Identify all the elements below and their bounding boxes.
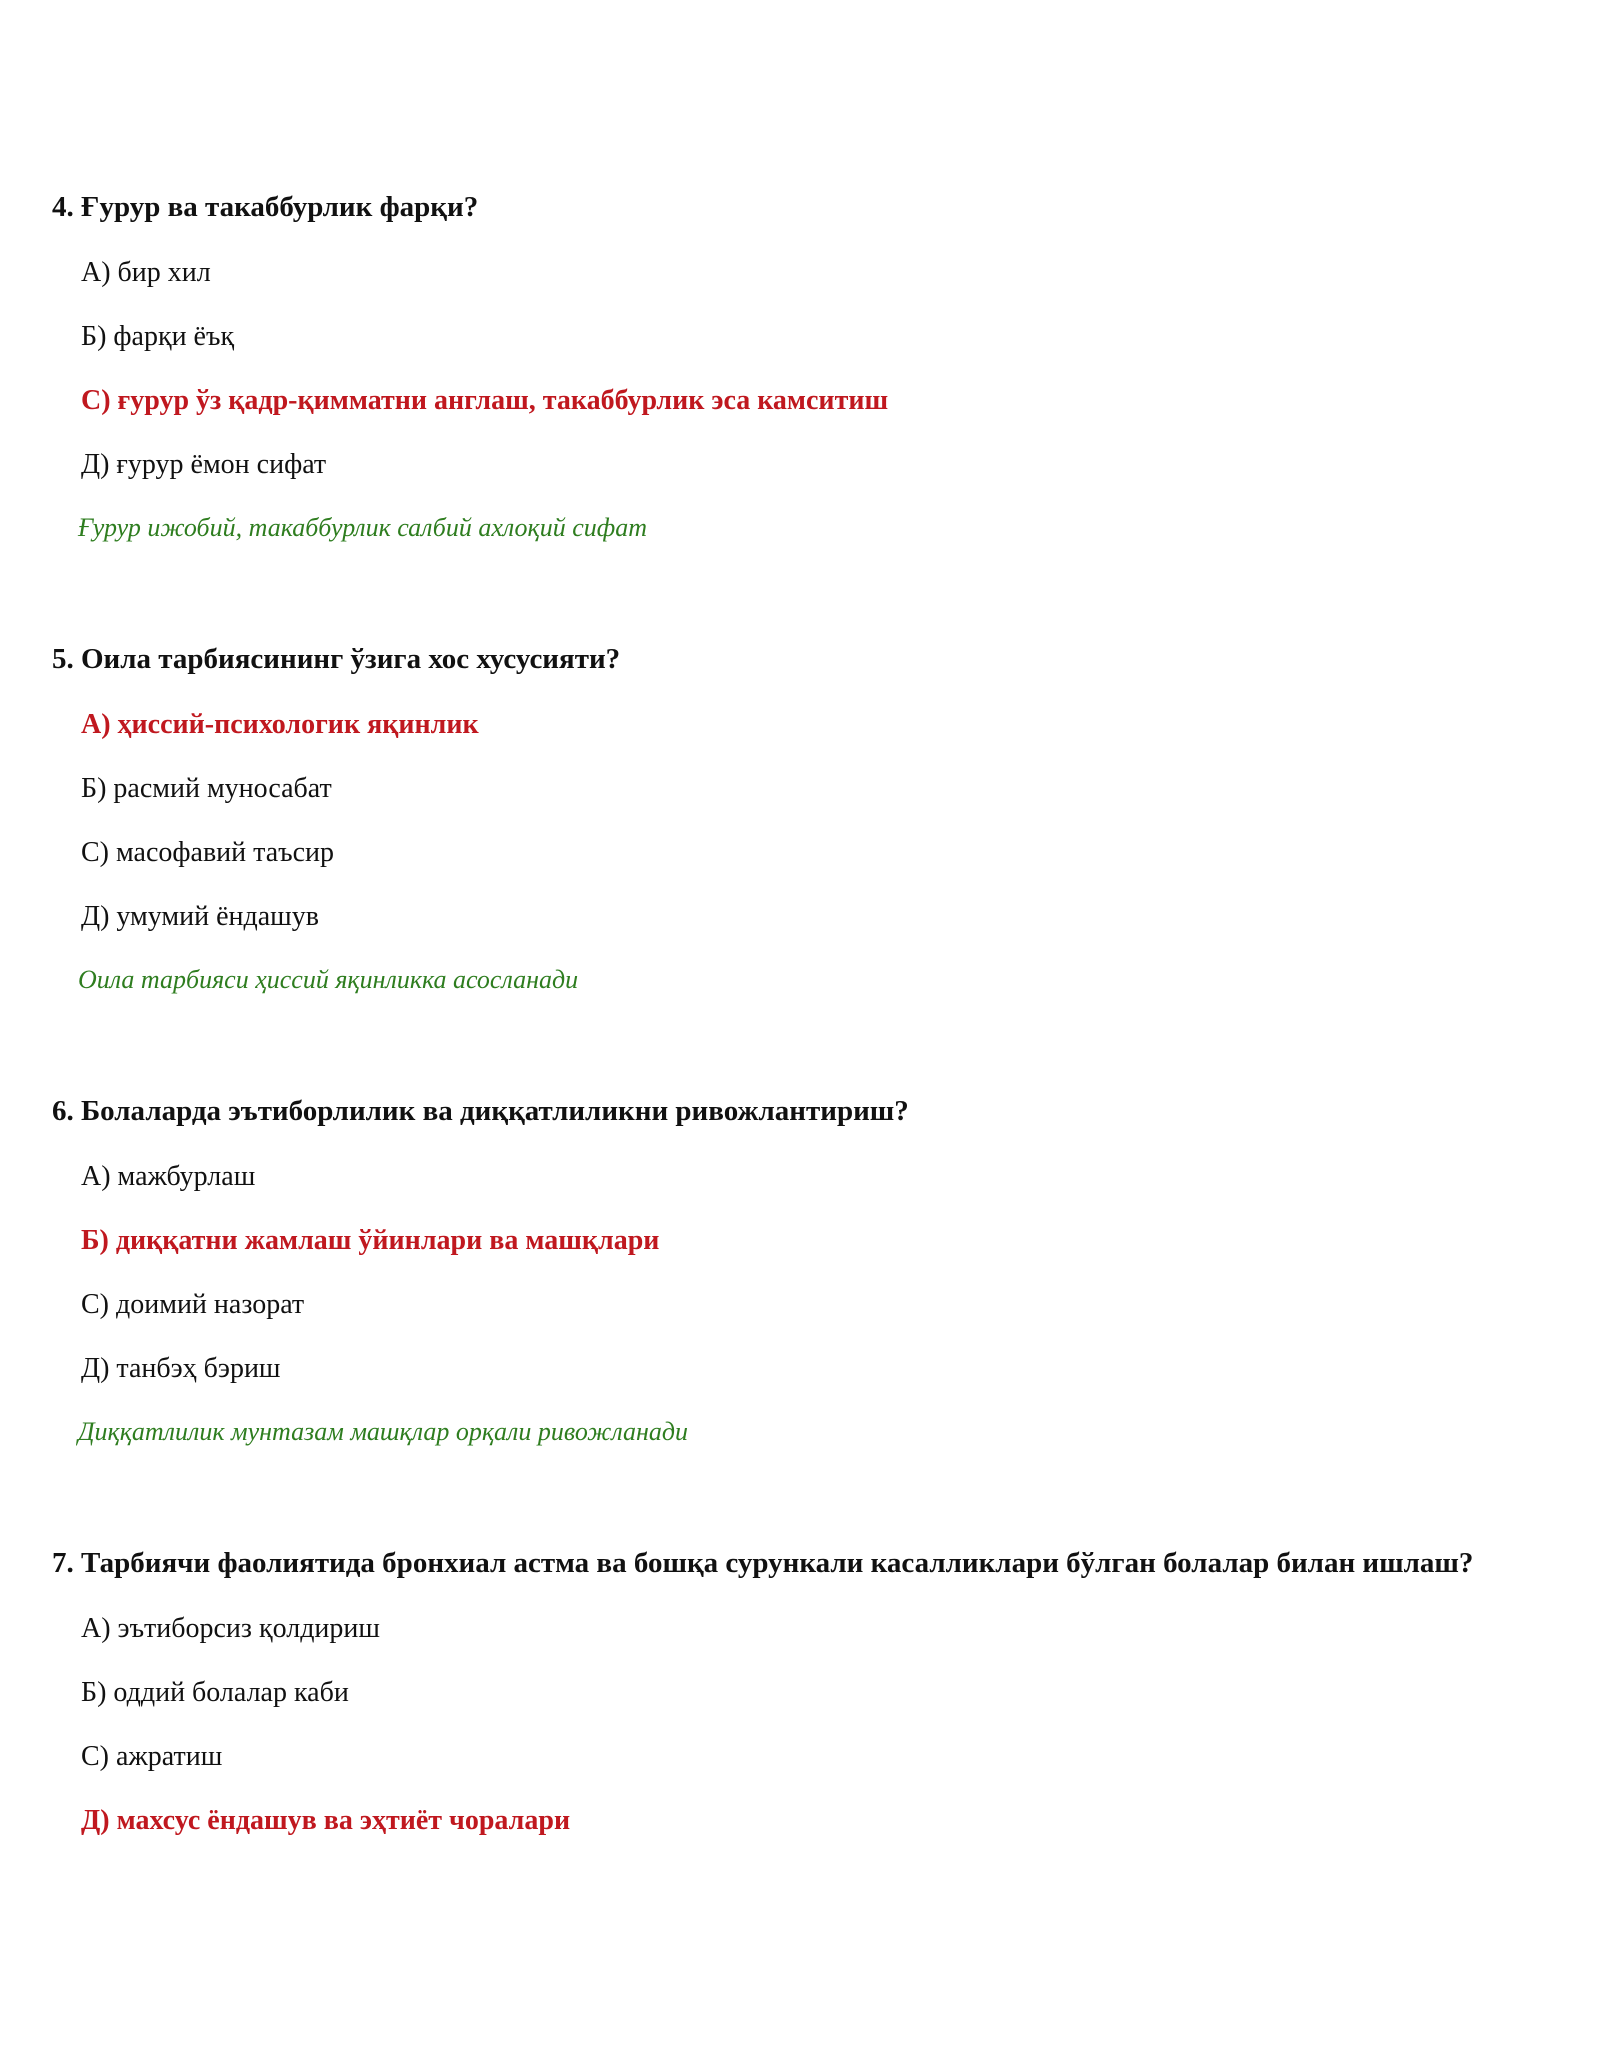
question-block-6 [52, 1090, 1482, 1448]
question-title: 6. Болаларда эътиборлилик ва диққатлиликни ривожлантириш? [52, 1095, 909, 1127]
explanation-note: Оила тарбияси ҳиссий яқинликка асосланади [78, 965, 579, 994]
answer-option: С) масофавий таъсир [81, 837, 335, 868]
correct-answer-option: Б) диққатни жамлаш ўйинлари ва машқлари [81, 1225, 660, 1256]
answer-option: А) мажбурлаш [81, 1161, 256, 1192]
answer-option: А) бир хил [81, 257, 211, 288]
explanation-note: Ғурур ижобий, такаббурлик салбий ахлоқий сифат [78, 513, 647, 542]
answer-option: Б) фарқи ёъқ [81, 321, 235, 352]
answer-option: Д) ғурур ёмон сифат [81, 449, 327, 480]
question-block-7 [52, 1542, 1482, 1838]
answer-option: Б) расмий муносабат [81, 773, 332, 804]
explanation-note: Диққатлилик мунтазам машқлар орқали ривожланади [78, 1417, 689, 1446]
answer-option: Б) оддий болалар каби [81, 1677, 349, 1708]
answer-option: Д) умумий ёндашув [81, 901, 319, 932]
answer-option: Д) танбэҳ бэриш [81, 1353, 281, 1384]
question-block-4 [52, 186, 1482, 544]
question-block-5 [52, 638, 1482, 996]
correct-answer-option: С) ғурур ўз қадр-қимматни англаш, такаббурлик эса камситиш [81, 385, 889, 416]
question-title: 5. Оила тарбиясининг ўзига хос хусусияти? [52, 643, 621, 675]
question-title: 7. Тарбиячи фаолиятида бронхиал астма ва бошқа сурункали касалликлари бўлган болалар билан ишлаш? [52, 1547, 1474, 1579]
question-title: 4. Ғурур ва такаббурлик фарқи? [52, 191, 479, 223]
answer-option: С) доимий назорат [81, 1289, 305, 1320]
correct-answer-option: Д) махсус ёндашув ва эҳтиёт чоралари [81, 1805, 571, 1836]
answer-option: С) ажратиш [81, 1741, 223, 1772]
correct-answer-option: А) ҳиссий-психологик яқинлик [81, 709, 479, 740]
answer-option: А) эътиборсиз қолдириш [81, 1613, 380, 1644]
